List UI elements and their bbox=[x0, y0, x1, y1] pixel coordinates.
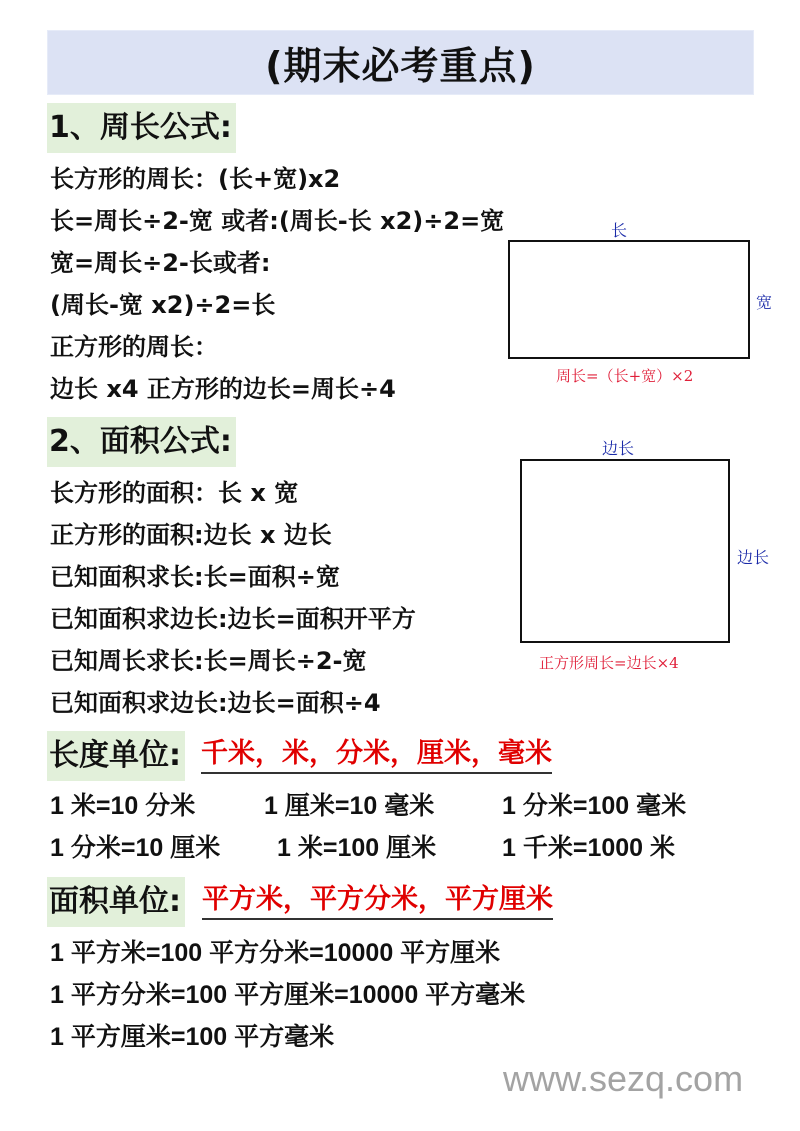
length-conversion-2-1: 1 分米=10 厘米 bbox=[50, 834, 221, 862]
perimeter-line-2: 长=周长÷2-宽 或者:(周长-长 x2)÷2=宽 bbox=[50, 207, 505, 235]
rectangle-length-label: 长 bbox=[611, 221, 628, 240]
length-units-heading: 长度单位: bbox=[47, 731, 185, 781]
area-conversion-2: 1 平方分米=100 平方厘米=10000 平方毫米 bbox=[50, 981, 526, 1009]
area-line-1: 长方形的面积：长 x 宽 bbox=[50, 479, 299, 507]
area-line-6: 已知面积求边长:边长=面积÷4 bbox=[50, 689, 381, 717]
length-conversion-1-3: 1 分米=100 毫米 bbox=[502, 792, 687, 820]
rectangle-shape bbox=[508, 240, 750, 359]
perimeter-line-6: 边长 x4 正方形的边长=周长÷4 bbox=[50, 375, 396, 403]
page-title: (期末必考重点) bbox=[265, 44, 536, 88]
area-conversion-3: 1 平方厘米=100 平方毫米 bbox=[50, 1023, 335, 1051]
area-heading: 2、面积公式: bbox=[47, 417, 236, 467]
area-units-heading: 面积单位: bbox=[47, 877, 185, 927]
rectangle-width-label: 宽 bbox=[756, 293, 773, 312]
perimeter-line-4: (周长-宽 x2)÷2=长 bbox=[50, 291, 276, 319]
square-perimeter-caption: 正方形周长=边长×4 bbox=[539, 654, 679, 672]
area-units-list: 平方米，平方分米，平方厘米 bbox=[202, 882, 553, 920]
rectangle-perimeter-caption: 周长=（长+宽）×2 bbox=[556, 367, 694, 385]
area-line-4: 已知面积求边长:边长=面积开平方 bbox=[50, 605, 416, 633]
perimeter-line-1: 长方形的周长：(长+宽)x2 bbox=[50, 165, 341, 193]
perimeter-heading: 1、周长公式: bbox=[47, 103, 236, 153]
page-title-banner bbox=[47, 30, 754, 95]
length-conversion-2-2: 1 米=100 厘米 bbox=[277, 834, 437, 862]
watermark: www.sezq.com bbox=[503, 1058, 744, 1099]
square-top-label: 边长 bbox=[602, 439, 635, 458]
square-side-label: 边长 bbox=[737, 548, 770, 567]
perimeter-line-5: 正方形的周长： bbox=[50, 333, 218, 361]
length-units-list: 千米，米，分米，厘米，毫米 bbox=[201, 736, 552, 774]
length-conversion-1-2: 1 厘米=10 毫米 bbox=[264, 792, 435, 820]
length-conversion-1-1: 1 米=10 分米 bbox=[50, 792, 196, 820]
area-line-5: 已知周长求长:长=周长÷2-宽 bbox=[50, 647, 367, 675]
area-conversion-1: 1 平方米=100 平方分米=10000 平方厘米 bbox=[50, 939, 501, 967]
square-shape bbox=[520, 459, 730, 643]
area-line-3: 已知面积求长:长=面积÷宽 bbox=[50, 563, 340, 591]
area-line-2: 正方形的面积:边长 x 边长 bbox=[50, 521, 332, 549]
length-conversion-2-3: 1 千米=1000 米 bbox=[502, 834, 676, 862]
perimeter-line-3: 宽=周长÷2-长或者: bbox=[50, 249, 271, 277]
